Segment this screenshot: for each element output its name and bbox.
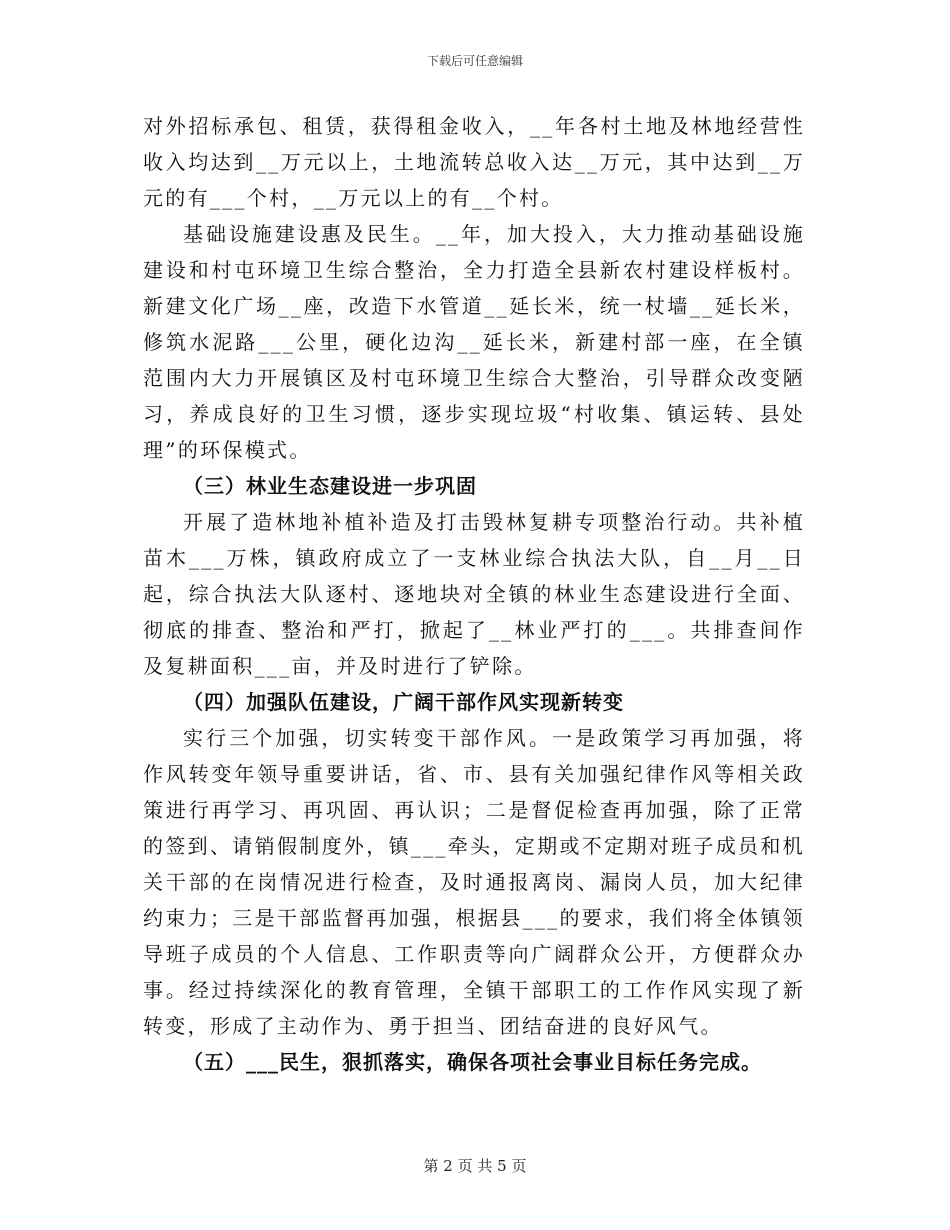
document-body — [143, 108, 805, 1080]
page-header: 下载后可任意编辑 — [426, 54, 523, 68]
heading-forestry: （三）林业生态建设进一步巩固 — [183, 474, 477, 498]
paragraph-forestry: 开展了造林地补植补造及打击毁林复耕专项整治行动。共补植苗木___万株，镇政府成立了一支林业综合执法大队，自__月__日起，综合执法大队逐村、逐地块对全镇的林业生态建设进行全面、彻底的排查、整治和严打，掀起了__林业严打的___。共排查间作及复耕面积___亩，并及时进行了铲除。 — [143, 510, 805, 678]
paragraph-rent-income: 对外招标承包、租赁，获得租金收入，__年各村土地及林地经营性收入均达到__万元以上，土地流转总收入达__万元，其中达到__万元的有___个村，__万元以上的有__个村。 — [143, 114, 805, 210]
page-footer: 第 2 页 共 5 页 — [423, 1157, 527, 1175]
heading-team-building: （四）加强队伍建设，广阔干部作风实现新转变 — [183, 690, 624, 714]
paragraph-team-building: 实行三个加强，切实转变干部作风。一是政策学习再加强，将作风转变年领导重要讲话，省、市、县有关加强纪律作风等相关政策进行再学习、再巩固、再认识；二是督促检查再加强，除了正常的签到、请销假制度外，镇___牵头，定期或不定期对班子成员和机关干部的在岗情况进行检查，及时通报离岗、漏岗人员，加大纪律约束力；三是干部监督再加强，根据县___的要求，我们将全体镇领导班子成员的个人信息、工作职责等向广阔群众公开，方便群众办事。经过持续深化的教育管理，全镇干部职工的工作作风实现了新转变，形成了主动作为、勇于担当、团结奋进的良好风气。 — [143, 726, 805, 1038]
heading-livelihood: （五）___民生，狠抓落实，确保各项社会事业目标任务完成。 — [183, 1050, 762, 1074]
paragraph-infrastructure: 基础设施建设惠及民生。__年，加大投入，大力推动基础设施建设和村屯环境卫生综合整治，全力打造全县新农村建设样板村。新建文化广场__座，改造下水管道__延长米，统一杖墙__延长米，修筑水泥路___公里，硬化边沟__延长米，新建村部一座，在全镇范围内大力开展镇区及村屯环境卫生综合大整治，引导群众改变陋习，养成良好的卫生习惯，逐步实现垃圾“村收集、镇运转、县处理”的环保模式。 — [143, 222, 805, 462]
